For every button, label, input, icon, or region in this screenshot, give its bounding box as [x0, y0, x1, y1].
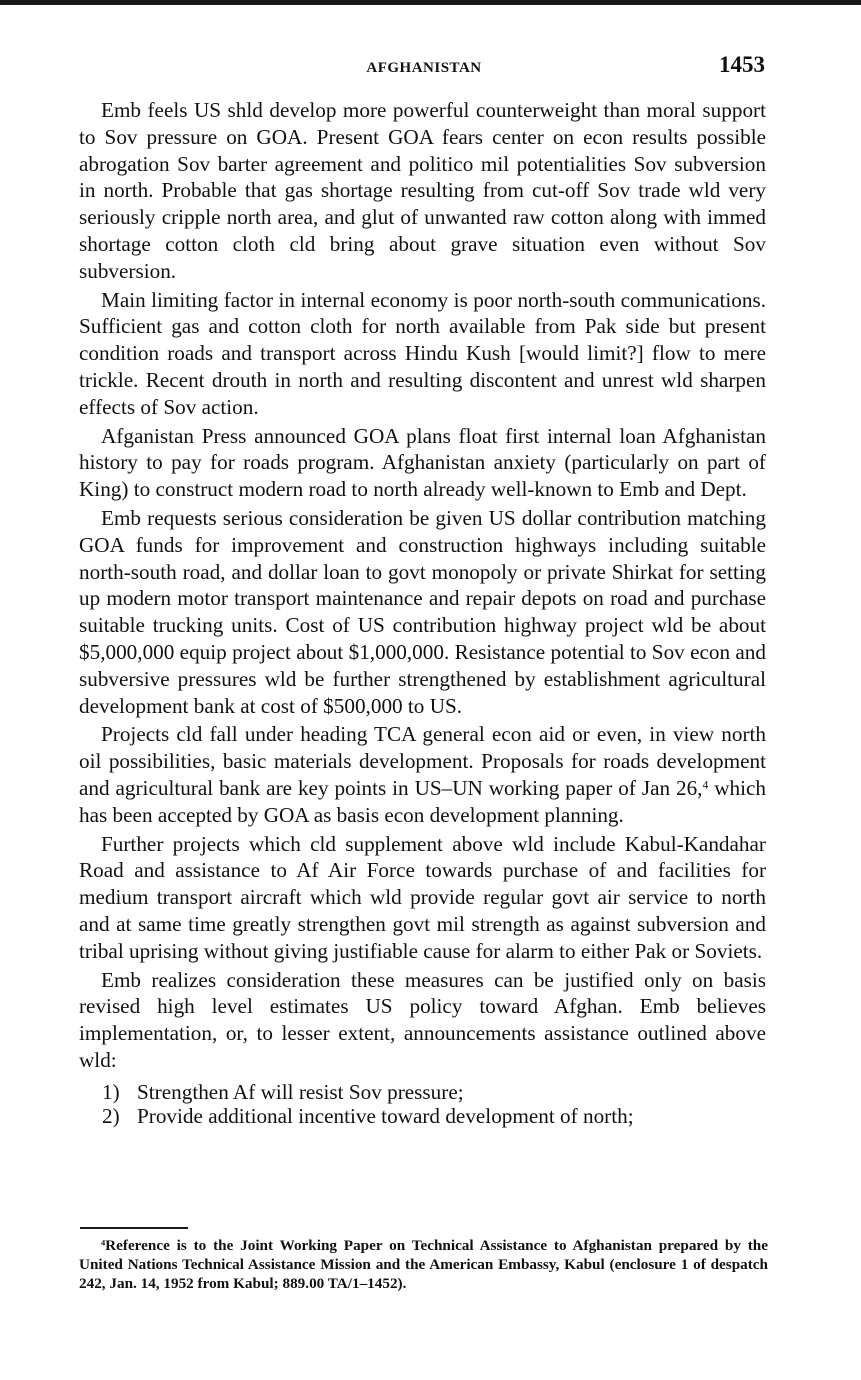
paragraph: Main limiting factor in internal economy is poor north-south communications. Sufficient gas and cotton cloth for north available from Pak side but present condition roads and transport across Hindu Kush [would limit?] flow to mere trickle. Recent drouth in north and resulting discontent and unrest wld sharpen effects of Sov action. [79, 287, 766, 419]
footnote [79, 1237, 768, 1293]
paragraph-text: which has been accepted by GOA as basis econ development planning. [79, 775, 766, 827]
list-item [79, 1104, 766, 1128]
running-head: AFGHANISTAN [366, 60, 482, 76]
footnote-reference: 4 [702, 778, 709, 792]
list-number: 1) [102, 1079, 120, 1104]
list-text: Provide additional incentive toward development of north; [137, 1103, 634, 1128]
footnote-marker: 4 [101, 1238, 106, 1248]
paragraph-text: Projects cld fall under heading TCA general econ aid or even, in view north oil possibilities, basic materials development. Proposals for roads development and agricultural bank are key points in US–UN working paper of Jan 26, [79, 722, 766, 800]
paragraph: Further projects which cld supplement above wld include Kabul-Kandahar Road and assistance to Af Air Force towards purchase of and facilities for medium transport aircraft which wld provide regular govt air service to north and at same time greatly strengthen govt mil strength as against subversion and tribal uprising without giving justifiable cause for alarm to either Pak or Soviets. [79, 831, 766, 963]
numbered-list [79, 1080, 766, 1128]
body-text [79, 97, 766, 1128]
page-top-rule [0, 0, 861, 5]
footnote-rule [80, 1227, 188, 1229]
paragraph: Emb realizes consideration these measures can be justified only on basis revised high level estimates US policy toward Afghan. Emb believes implementation, or, to lesser extent, announcements assistance outlined above wld: [79, 967, 766, 1072]
paragraph: Emb requests serious consideration be given US dollar contribution matching GOA funds for improvement and construction highways including suitable north-south road, and dollar loan to govt monopoly or private Shirkat for setting up modern motor transport maintenance and repair depots on road and purchase suitable trucking units. Cost of US contribution highway project wld be about $5,000,000 equip project about $1,000,000. Resistance potential to Sov econ and subversive pressures wld be further strengthened by establishment agricultural development bank at cost of $500,000 to US. [79, 505, 766, 718]
list-item [79, 1080, 766, 1104]
page-number: 1453 [719, 52, 765, 77]
paragraph: Afganistan Press announced GOA plans float first internal loan Afghanistan history to pay for roads program. Afghanistan anxiety (particularly on part of King) to construct modern road to north already well-known to Emb and Dept. [79, 423, 766, 502]
list-text: Strengthen Af will resist Sov pressure; [137, 1079, 464, 1104]
footnote-text: Reference is to the Joint Working Paper on Technical Assistance to Afghanistan prepared by the United Nations Technical Assistance Mission and the American Embassy, Kabul (enclosure 1 of despatch 242, Jan. 14, 1952 from Kabul; 889.00 TA/1–1452). [79, 1237, 768, 1292]
paragraph: Emb feels US shld develop more powerful counterweight than moral support to Sov pressure on GOA. Present GOA fears center on econ results possible abrogation Sov barter agreement and politico mil potentialities Sov subversion in north. Probable that gas shortage resulting from cut-off Sov trade wld very seriously cripple north area, and glut of unwanted raw cotton along with immed shortage cotton cloth cld bring about grave situation even without Sov subversion. [79, 98, 766, 283]
list-number: 2) [102, 1103, 120, 1128]
page-header [80, 52, 768, 84]
paragraph-with-footnote-ref [79, 721, 766, 828]
